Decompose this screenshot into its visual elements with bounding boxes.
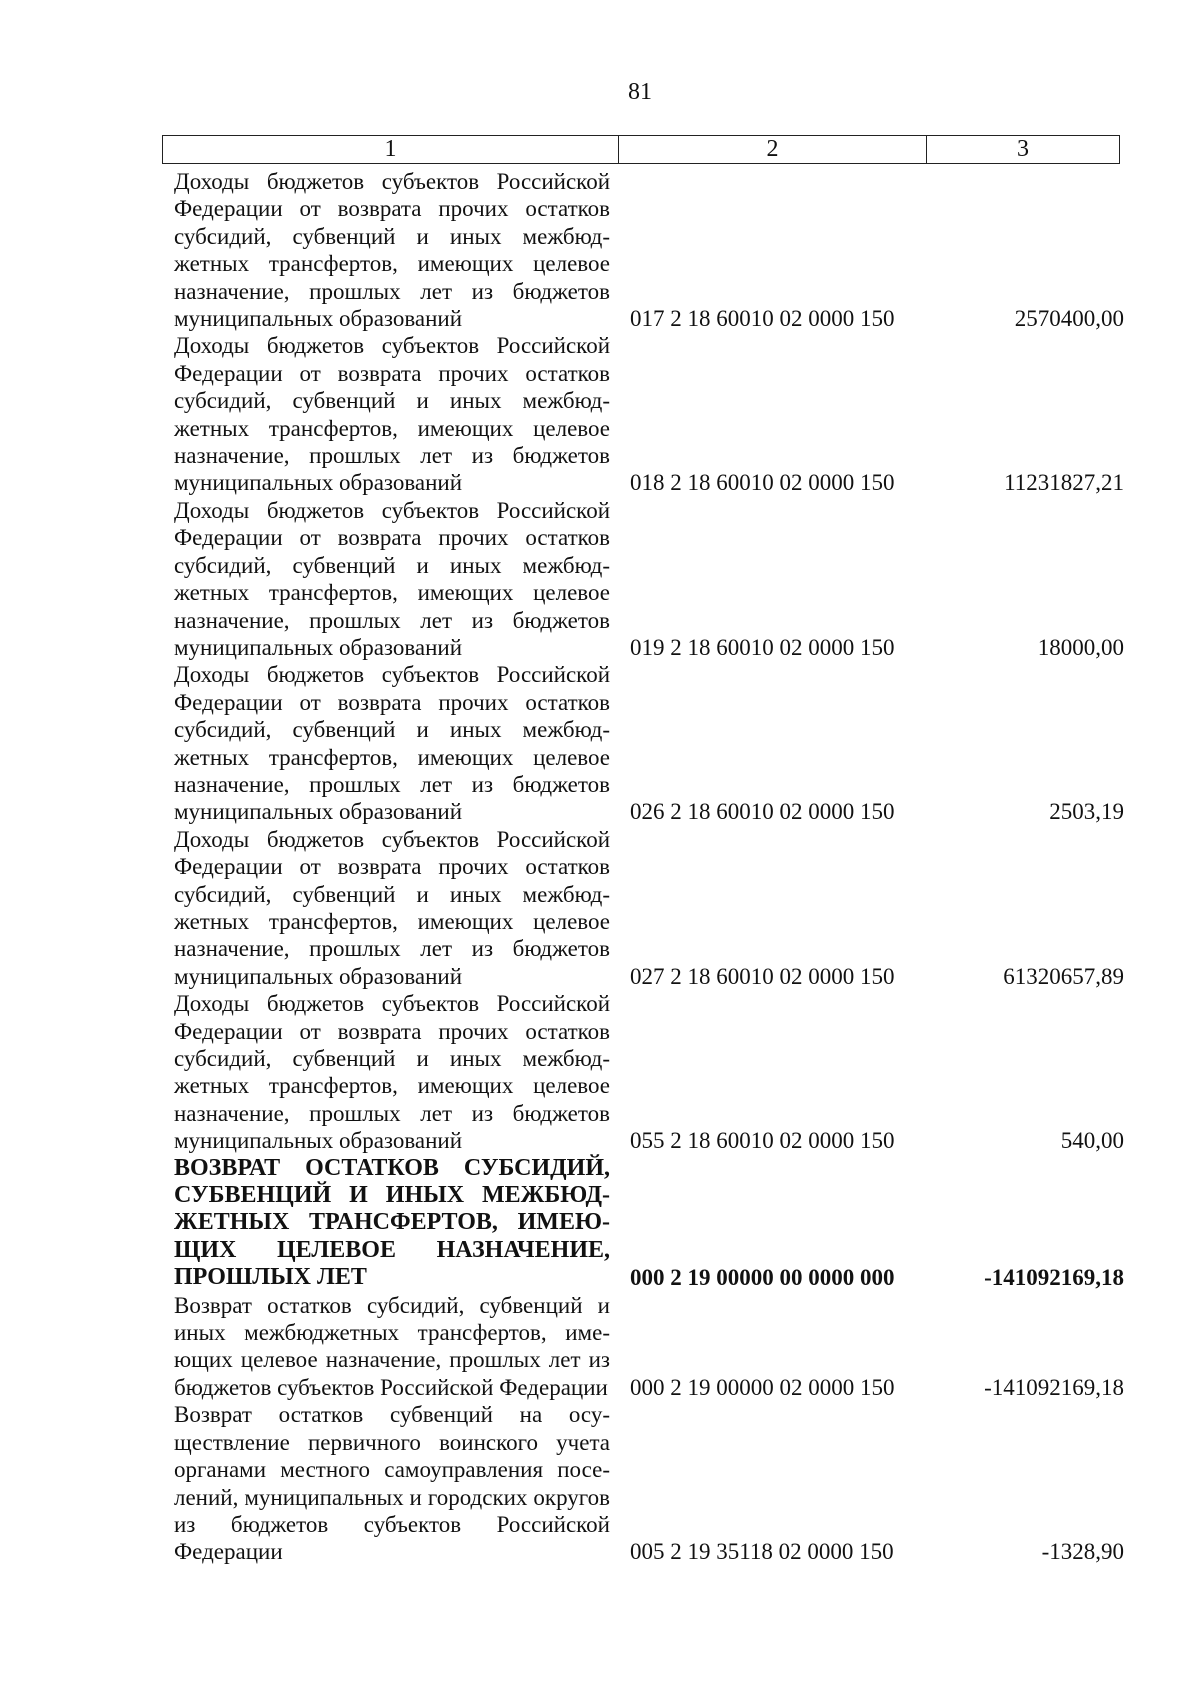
row-amount: -1328,90: [1041, 1539, 1124, 1565]
row-amount: 2570400,00: [1014, 306, 1124, 332]
table-row: [174, 826, 1124, 990]
table-row: [174, 661, 1124, 825]
row-description: Доходы бюджетов субъектов Российской Федерации от возврата прочих остатков субсидий, субвенций и иных межбюджетных трансфертов, имеющих целевое назначение, прошлых лет из бюджетов муниципальных образований: [174, 991, 610, 1154]
row-code: 055 2 18 60010 02 0000 150: [630, 1128, 895, 1154]
table-row-section-total: [174, 1155, 1124, 1292]
table-row: [174, 990, 1124, 1154]
row-code: 026 2 18 60010 02 0000 150: [630, 799, 895, 825]
row-description: Доходы бюджетов субъектов Российской Федерации от возврата прочих остатков субсидий, субвенций и иных межбюджетных трансфертов, имеющих целевое назначение, прошлых лет из бюджетов муниципальных образований: [174, 169, 610, 332]
row-code: 005 2 19 35118 02 0000 150: [630, 1539, 894, 1565]
column-header-3: 3: [1017, 136, 1029, 162]
table-body: [174, 168, 1124, 1566]
row-description: Доходы бюджетов субъектов Российской Федерации от возврата прочих остатков субсидий, субвенций и иных межбюджетных трансфертов, имеющих целевое назначение, прошлых лет из бюджетов муниципальных образований: [174, 826, 610, 989]
row-description: Доходы бюджетов субъектов Российской Федерации от возврата прочих остатков субсидий, субвенций и иных межбюджетных трансфертов, имеющих целевое назначение, прошлых лет из бюджетов муниципальных образований: [174, 497, 610, 660]
table-row: [174, 1401, 1124, 1565]
row-description: Возврат остатков субвенций на осуществление первичного воинского учета органами местного самоуправления поселений, муниципальных и городских округов из бюджетов субъектов Российской Федерации: [174, 1402, 610, 1565]
row-amount: -141092169,18: [984, 1265, 1124, 1291]
row-description: ВОЗВРАТ ОСТАТКОВ СУБСИДИЙ, СУБВЕНЦИЙ И ИНЫХ МЕЖБЮДЖЕТНЫХ ТРАНСФЕРТОВ, ИМЕЮЩИХ ЦЕЛЕВОЕ НАЗНАЧЕНИЕ, ПРОШЛЫХ ЛЕТ: [174, 1154, 610, 1291]
row-code: 017 2 18 60010 02 0000 150: [630, 306, 895, 332]
row-description: Возврат остатков субсидий, субвенций и иных межбюджетных трансфертов, имеющих целевое назначение, прошлых лет из бюджетов субъектов Российской Федерации: [174, 1292, 610, 1400]
row-amount: 11231827,21: [1004, 470, 1124, 496]
row-code: 000 2 19 00000 02 0000 150: [630, 1374, 895, 1400]
table-row: [174, 1292, 1124, 1402]
table-header: [162, 135, 1120, 164]
column-header-1: 1: [163, 136, 619, 163]
table-row: [174, 497, 1124, 661]
row-amount: 18000,00: [1037, 634, 1124, 660]
row-code: 027 2 18 60010 02 0000 150: [630, 963, 895, 989]
row-amount: -141092169,18: [984, 1374, 1124, 1400]
row-amount: 61320657,89: [1003, 963, 1124, 989]
row-code: 000 2 19 00000 00 0000 000: [630, 1265, 895, 1291]
row-code: 019 2 18 60010 02 0000 150: [630, 634, 895, 660]
row-description: Доходы бюджетов субъектов Российской Федерации от возврата прочих остатков субсидий, субвенций и иных межбюджетных трансфертов, имеющих целевое назначение, прошлых лет из бюджетов муниципальных образований: [174, 662, 610, 825]
table-row: [174, 332, 1124, 496]
row-amount: 540,00: [1060, 1128, 1124, 1154]
row-description: Доходы бюджетов субъектов Российской Федерации от возврата прочих остатков субсидий, субвенций и иных межбюджетных трансфертов, имеющих целевое назначение, прошлых лет из бюджетов муниципальных образований: [174, 333, 610, 496]
row-code: 018 2 18 60010 02 0000 150: [630, 470, 895, 496]
table-row: [174, 168, 1124, 332]
column-header-2: 2: [619, 136, 927, 163]
page-number: 81: [628, 79, 652, 105]
row-amount: 2503,19: [1049, 799, 1124, 825]
